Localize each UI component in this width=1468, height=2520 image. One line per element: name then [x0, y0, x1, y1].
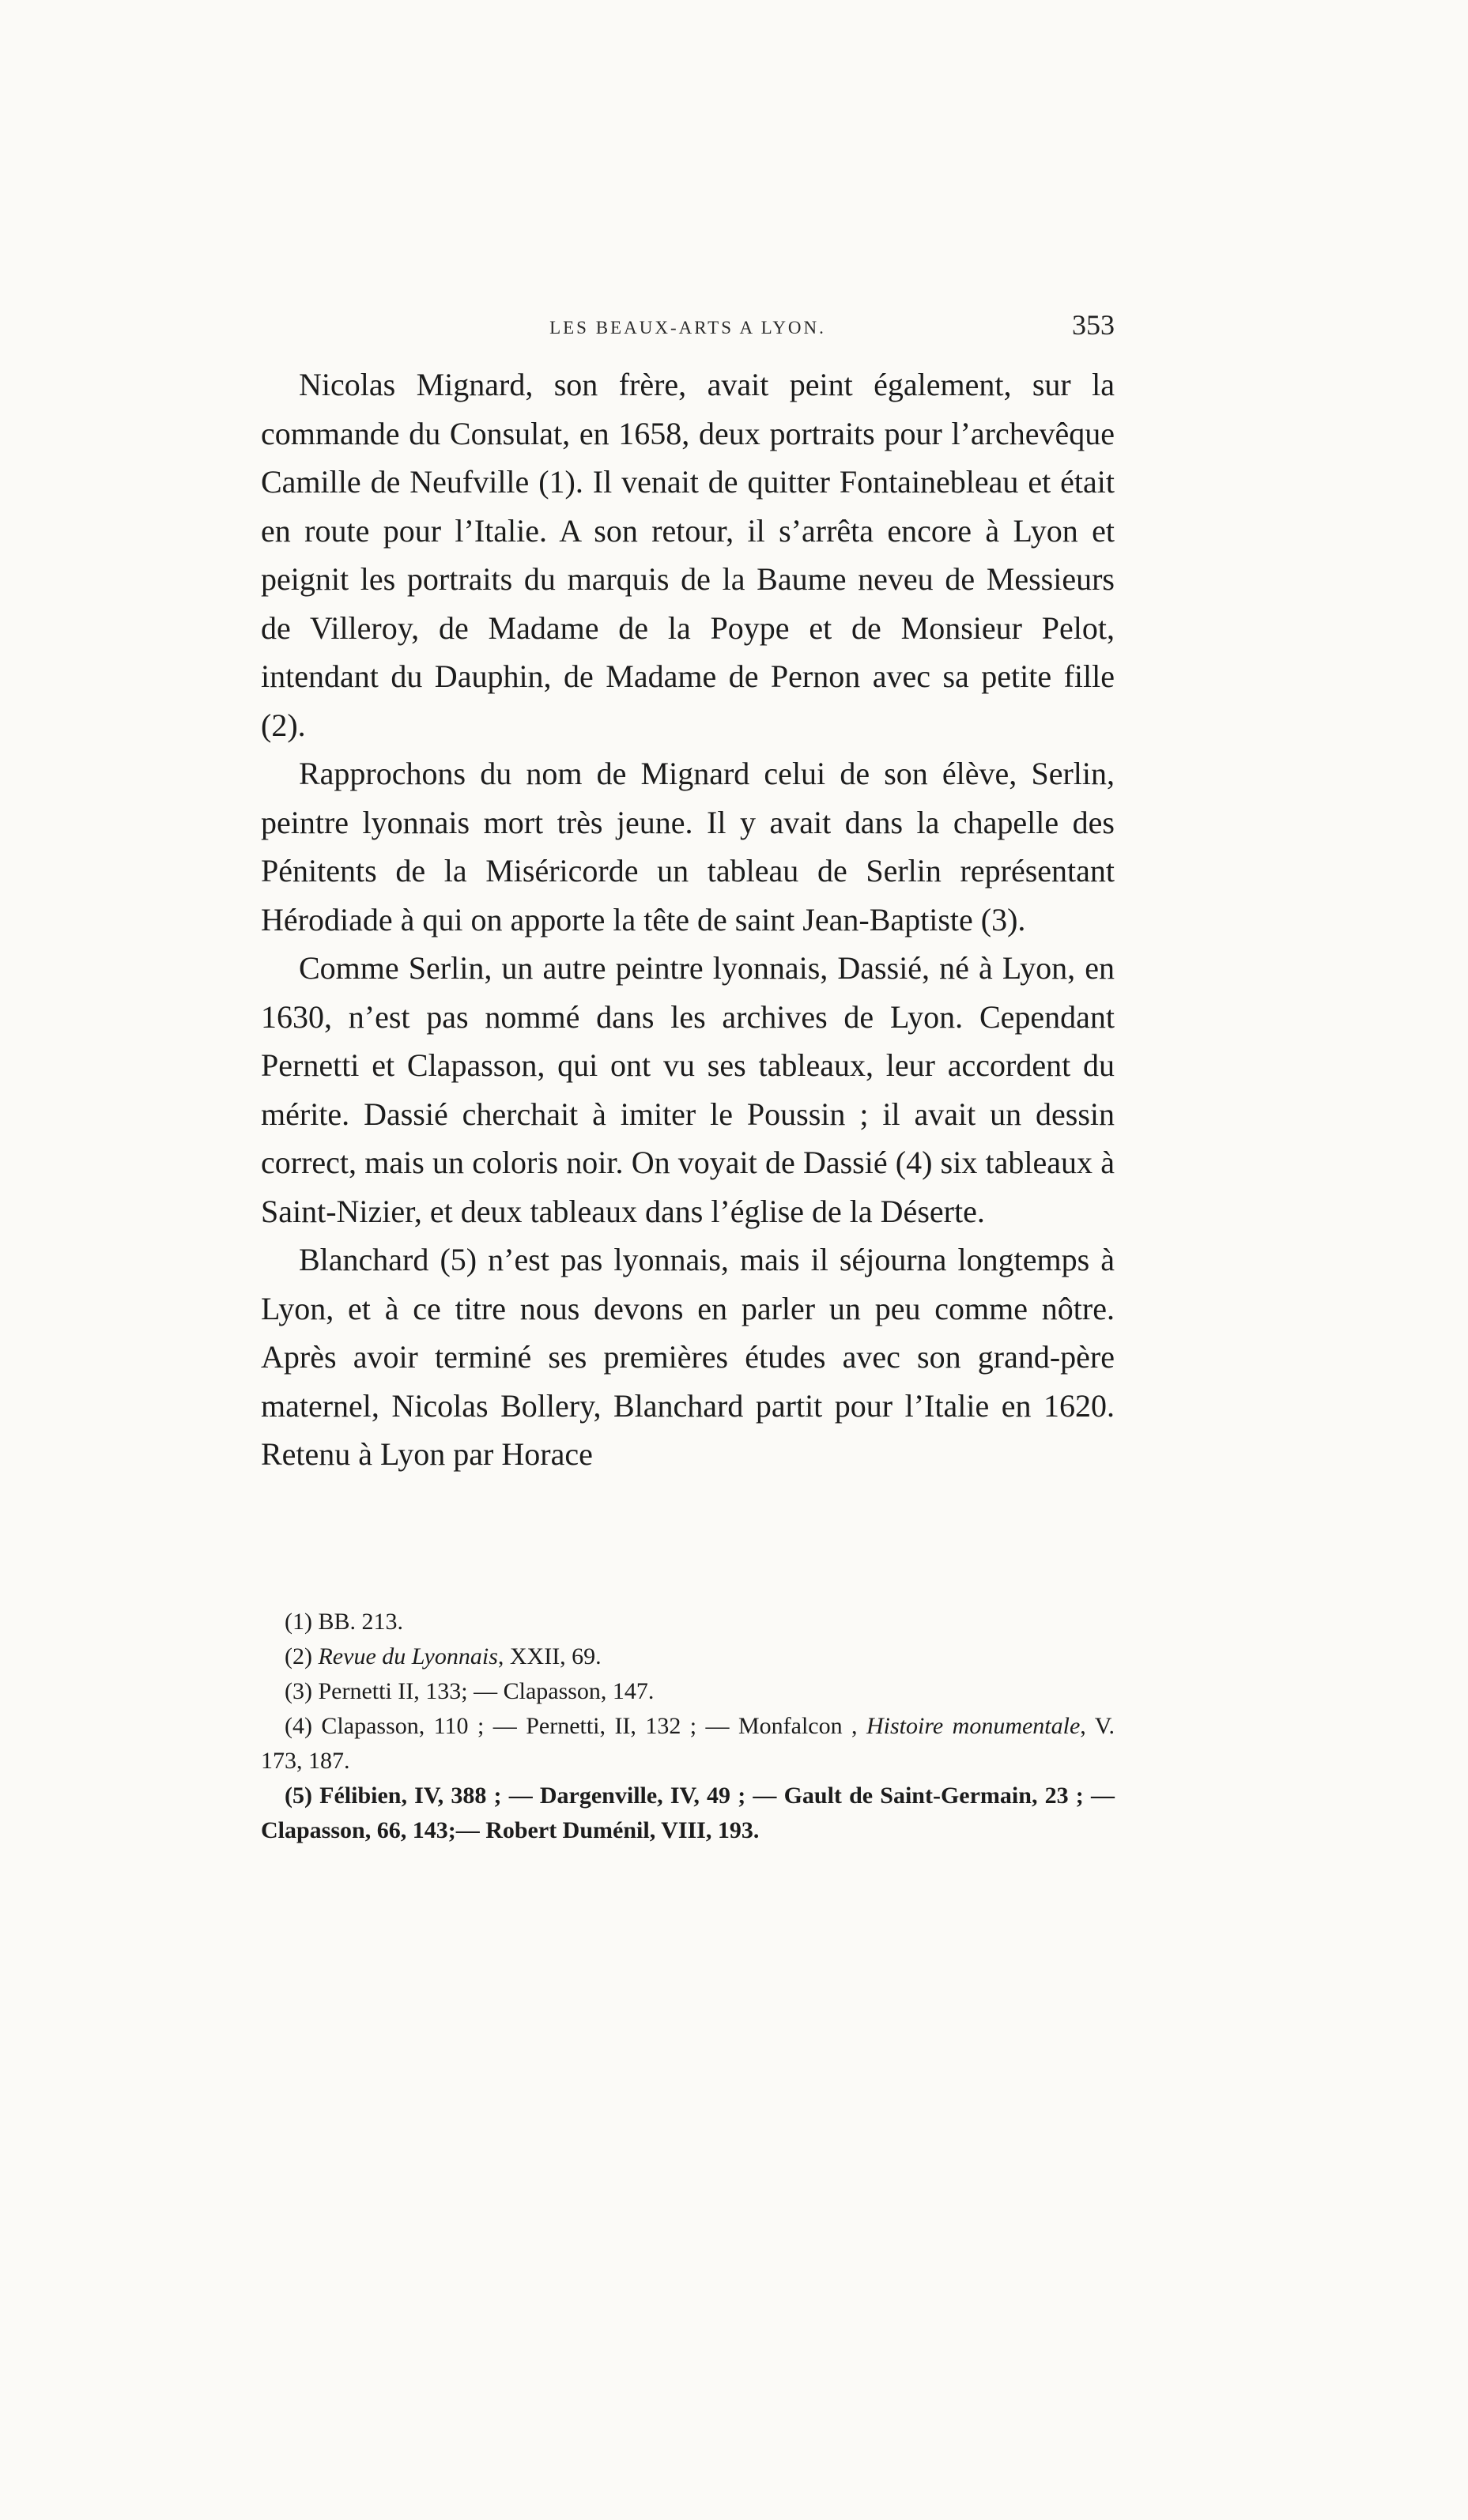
footnote-2: [261, 1639, 1115, 1674]
running-head: [261, 308, 1115, 348]
footnote-4-title: Histoire monumentale: [866, 1713, 1081, 1739]
page-number: 353: [1072, 309, 1115, 341]
footnote-5: (5) Félibien, IV, 388 ; — Dargenville, IV, 49 ; — Gault de Saint-Germain, 23 ; — Clapasson, 66, 143;— Robert Duménil, VIII, 193.: [261, 1782, 1115, 1843]
body-text: [261, 360, 1115, 1479]
paragraph-dassie: Comme Serlin, un autre peintre lyonnais, Dassié, né à Lyon, en 1630, n’est pas nommé dans les archives de Lyon. Cependant Pernetti et Clapasson, qui ont vu ses tableaux, leur accordent du mérite. Dassié cherchait à imiter le Poussin ; il avait un dessin correct, mais un coloris noir. On voyait de Dassié (4) six tableaux à Saint-Nizier, et deux tableaux dans l’église de la Déserte.: [261, 950, 1115, 1229]
footnote-1: (1) BB. 213.: [285, 1609, 403, 1635]
footnote-2-prefix: (2): [285, 1643, 319, 1669]
footnote-3: (3) Pernetti II, 133; — Clapasson, 147.: [285, 1678, 655, 1704]
footnote-2-suffix: , XXII, 69.: [497, 1643, 602, 1669]
footnote-4-prefix: (4) Clapasson, 110 ; — Pernetti, II, 132 ; — Monfalcon ,: [285, 1713, 866, 1739]
footnotes: [261, 1605, 1115, 1848]
book-page: [261, 0, 1115, 2520]
running-title: LES BEAUX-ARTS A LYON.: [549, 318, 826, 338]
paragraph-blanchard: Blanchard (5) n’est pas lyonnais, mais il séjourna longtemps à Lyon, et à ce titre nous devons en parler un peu comme nôtre. Après avoir terminé ses premières études avec son grand-père maternel, Nicolas Bollery, Blanchard partit pour l’Italie en 1620. Retenu à Lyon par Horace: [261, 1242, 1115, 1472]
footnote-4-suffix: , V. 173, 187.: [261, 1713, 1115, 1774]
paragraph-serlin: Rapprochons du nom de Mignard celui de son élève, Serlin, peintre lyonnais mort très jeune. Il y avait dans la chapelle des Pénitents de la Miséricorde un tableau de Serlin représentant Hérodiade à qui on apporte la tête de saint Jean-Baptiste (3).: [261, 756, 1115, 937]
paragraph-mignard: Nicolas Mignard, son frère, avait peint également, sur la commande du Consulat, en 1658, deux portraits pour l’archevêque Camille de Neufville (1). Il venait de quitter Fontainebleau et était en route pour l’Italie. A son retour, il s’arrêta encore à Lyon et peignit les portraits du marquis de la Baume neveu de Messieurs de Villeroy, de Madame de la Poype et de Monsieur Pelot, intendant du Dauphin, de Madame de Pernon avec sa petite fille (2).: [261, 367, 1115, 743]
footnote-4: [261, 1709, 1115, 1779]
footnote-2-title: Revue du Lyonnais: [318, 1643, 498, 1669]
